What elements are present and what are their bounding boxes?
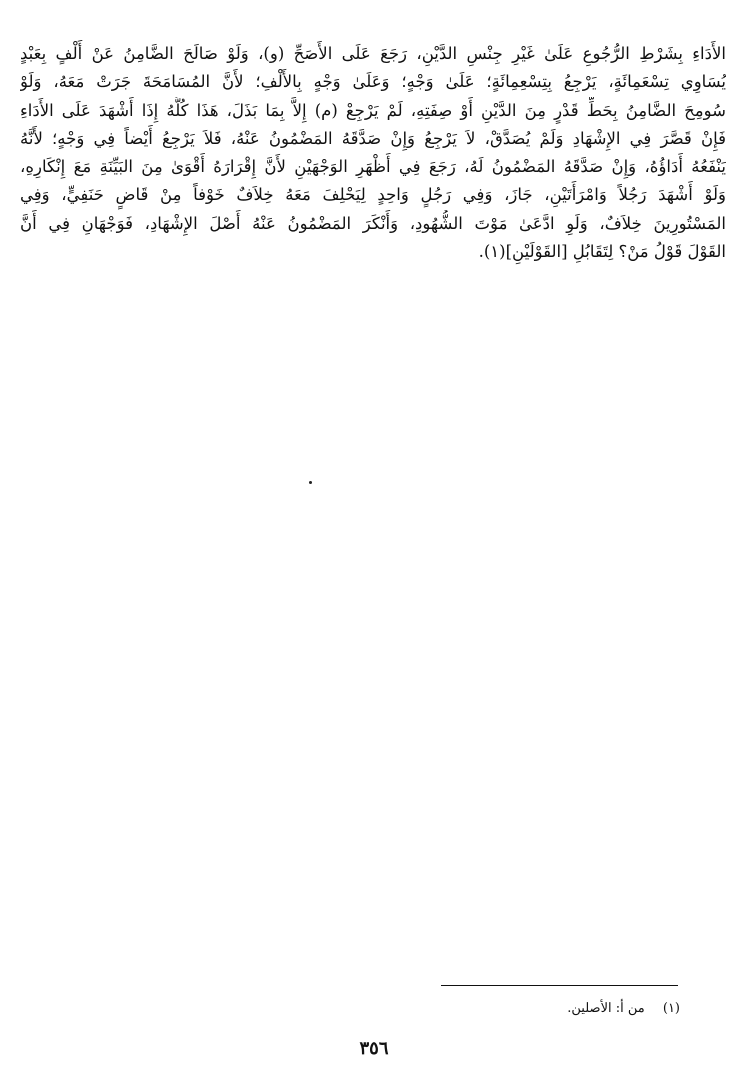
text-line-1: الأَدَاءِ بِشَرْطِ الرُّجُوعِ عَلَىٰ غَيْرِ جِنْسِ الدَّيْنِ، رَجَعَ عَلَى الأَصَحِّ (و)، وَلَوْ صَالَحَ الضَّامِنُ عَنْ أَلْفٍ بِعَبْدٍ	[20, 44, 726, 63]
footnote-separator	[441, 985, 678, 986]
text-line-4: فَإِنْ قَصَّرَ فِي الإِشْهَادِ وَلَمْ يُصَدَّقْ، لاَ يَرْجِعُ وَإِنْ صَدَّقَهُ المَضْمُونُ عَنْهُ، فَلاَ يَرْجِعُ أَيْضاً فِي وَجْهٍ؛ لأَنَّهُ	[20, 128, 726, 148]
footnote-number: (١)	[662, 1001, 680, 1016]
text-line-7: المَسْتُورِينَ خِلاَفٌ، وَلَوِ ادَّعَىٰ مَوْتَ الشُّهُودِ، وَأَنْكَرَ المَضْمُونُ عَنْهُ أَصْلَ الإِشْهَادِ، فَوَجْهَانِ فِي أَنَّ	[20, 213, 726, 233]
footnote	[567, 1000, 680, 1018]
main-text-block	[20, 40, 726, 266]
page-number: ٣٥٦	[359, 1038, 389, 1059]
text-line-5: يَنْفَعُهُ أَدَاؤُهُ، وَإِنْ صَدَّقَهُ المَضْمُونُ لَهُ، رَجَعَ فِي أَظْهَرِ الوَجْهَيْنِ لأَنَّ إِقْرَارَهُ أَقْوَىٰ مِنَ البَيِّنَةِ مَعَ إِنْكَارِهِ،	[20, 157, 726, 177]
text-line-2: يُسَاوِي تِسْعَمِائَةٍ، يَرْجِعُ بِتِسْعِمِائَةٍ؛ عَلَىٰ وَجْهٍ؛ وَعَلَىٰ وَجْهٍ بِالأَلْفِ؛ لأَنَّ المُسَامَحَةَ جَرَتْ مَعَهُ، وَلَوْ	[20, 72, 726, 92]
text-line-6: وَلَوْ أَشْهَدَ رَجُلاً وَامْرَأَتَيْنِ، جَازَ، وَفِي رَجُلٍ وَاحِدٍ لِيَحْلِفَ مَعَهُ خِلاَفٌ خَوْفاً مِنْ قَاضٍ حَنَفِيٍّ، وَفِي	[20, 185, 726, 205]
footnote-text: من أ: الأصلين.	[567, 1001, 645, 1016]
text-line-3: سُومِحَ الضَّامِنُ بِحَطِّ قَدْرٍ مِنَ الدَّيْنِ أَوْ صِفَتِهِ، لَمْ يَرْجِعْ (م) إِلاَّ بِمَا بَذَلَ، هَذَا كُلُّهُ إِذَا أَشْهَدَ عَلَى الأَدَاءِ	[20, 100, 726, 120]
stray-dot	[309, 481, 312, 484]
text-line-8: القَوْلَ قَوْلُ مَنْ؟ لِتَقَابُلِ [القَوْلَيْنِ](١).	[478, 242, 726, 262]
